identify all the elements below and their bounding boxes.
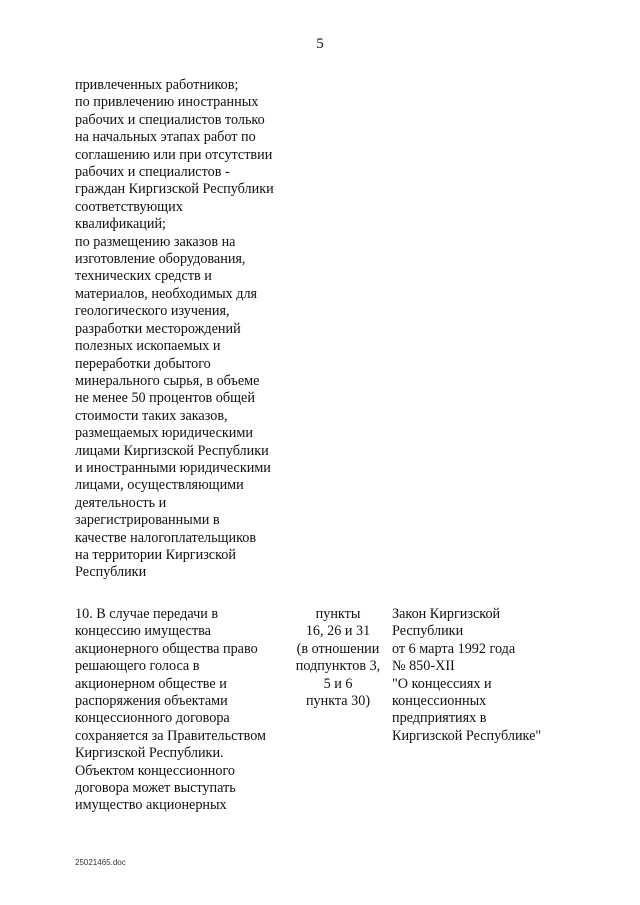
text-line: изготовление оборудования, (75, 251, 246, 268)
points-line: пункта 30) (305, 693, 371, 710)
text-line: материалов, необходимых для (75, 285, 258, 302)
law-line: Киргизской Республике" (392, 727, 542, 744)
text-line: решающего голоса в (75, 658, 200, 675)
conditions-text-block (75, 77, 290, 582)
text-line: граждан Киргизской Республики (75, 181, 274, 198)
law-line: "О концессиях и (392, 675, 492, 692)
text-line: акционерном обществе и (75, 675, 227, 692)
text-line: полезных ископаемых и (75, 338, 221, 355)
text-line: рабочих и специалистов только (75, 111, 265, 128)
text-line: Объектом концессионного (75, 762, 236, 779)
footer-filename: 25021465.doc (75, 858, 126, 867)
points-line: подпунктов 3, (295, 658, 381, 675)
text-line: соответствующих (75, 198, 183, 215)
item-10-text-block (75, 606, 290, 815)
text-line: на территории Киргизской (75, 546, 236, 563)
law-line: от 6 марта 1992 года (392, 640, 516, 657)
item-10-points-cell (288, 606, 388, 710)
points-line: (в отношении (296, 640, 380, 657)
text-line: Республики (75, 564, 147, 581)
text-line: рабочих и специалистов - (75, 164, 230, 181)
text-line: по размещению заказов на (75, 233, 236, 250)
text-line: размещаемых юридическими (75, 425, 253, 442)
text-line: имущество акционерных (75, 797, 227, 814)
text-line: концессию имущества (75, 623, 211, 640)
text-line: распоряжения объектами (75, 693, 228, 710)
law-line: Республики (392, 623, 464, 640)
page-number: 5 (316, 36, 324, 52)
points-line: 5 и 6 (323, 675, 353, 692)
text-line: зарегистрированными в (75, 512, 220, 529)
text-line: на начальных этапах работ по (75, 129, 256, 146)
text-line: лицами, осуществляющими (75, 477, 244, 494)
law-line: предприятиях в (392, 710, 487, 727)
text-line: по привлечению иностранных (75, 94, 259, 111)
law-line: № 850-XII (392, 658, 455, 675)
text-line: переработки добытого (75, 355, 211, 372)
text-line: и иностранными юридическими (75, 459, 271, 476)
text-line: не менее 50 процентов общей (75, 390, 255, 407)
text-line: акционерного общества право (75, 640, 258, 657)
points-line: 16, 26 и 31 (305, 623, 371, 640)
text-line: лицами Киргизской Республики (75, 442, 269, 459)
text-line: сохраняется за Правительством (75, 727, 267, 744)
text-line: соглашению или при отсутствии (75, 146, 273, 163)
text-line: геологического изучения, (75, 303, 230, 320)
text-line: концессионного договора (75, 710, 230, 727)
text-line: квалификаций; (75, 216, 166, 233)
law-line: концессионных (392, 693, 487, 710)
text-line: разработки месторождений (75, 320, 241, 337)
law-line: Закон Киргизской (392, 606, 501, 622)
text-line: договора может выступать (75, 780, 236, 797)
text-line: качестве налогоплательщиков (75, 529, 257, 546)
text-line: стоимости таких заказов, (75, 407, 228, 424)
text-line: деятельность и (75, 494, 167, 511)
points-line: пункты (315, 606, 361, 622)
text-line: 10. В случае передачи в (75, 606, 219, 622)
text-line: привлеченных работников; (75, 77, 239, 93)
text-line: Киргизской Республики. (75, 745, 224, 762)
text-line: минерального сырья, в объеме (75, 372, 260, 389)
item-10-law-cell (392, 606, 622, 745)
text-line: технических средств и (75, 268, 212, 285)
